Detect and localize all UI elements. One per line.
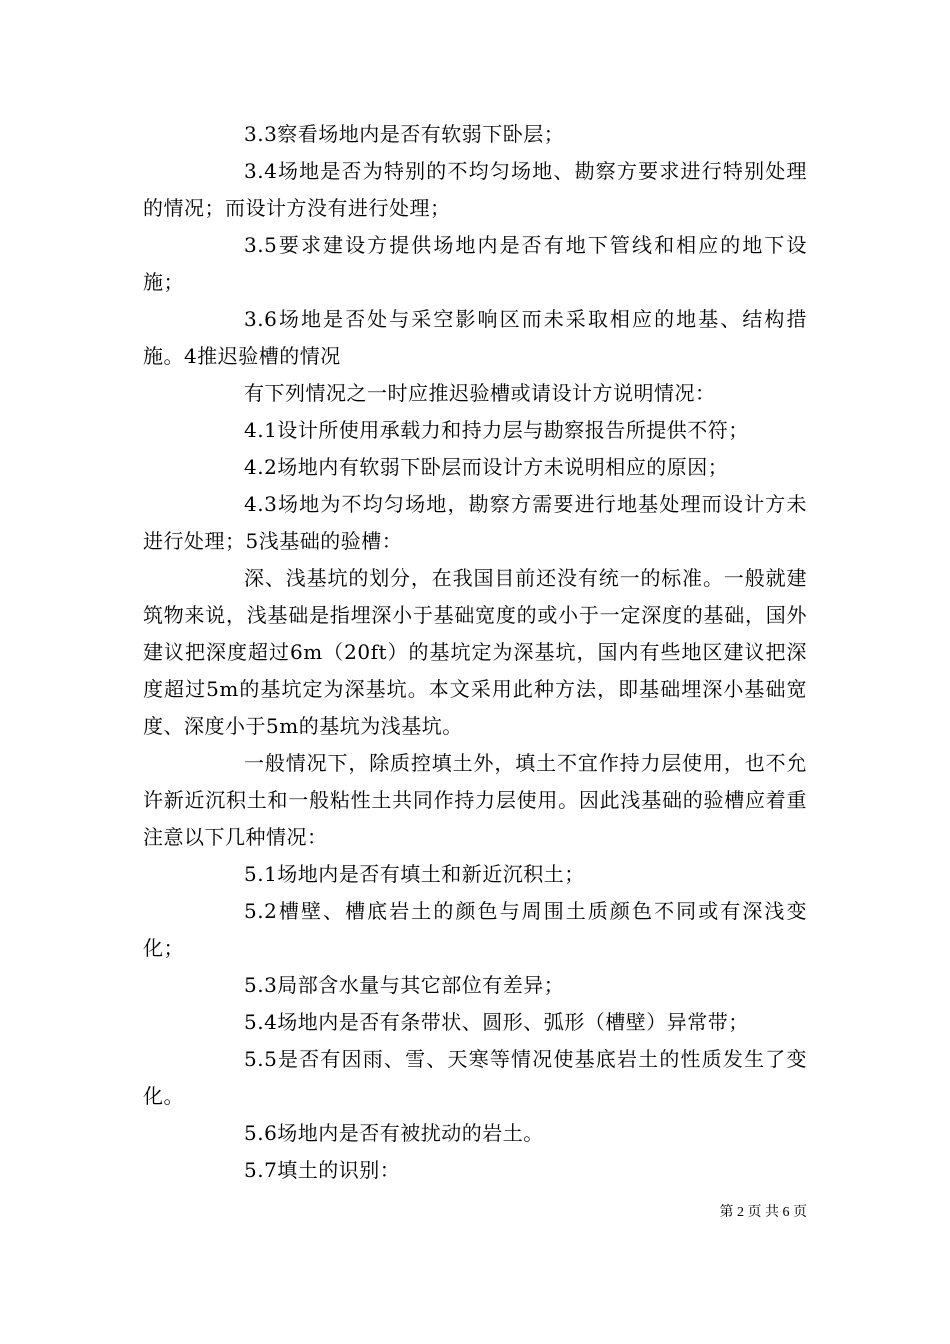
paragraph-4-1: 4.1设计所使用承载力和持力层与勘察报告所提供不符；	[244, 418, 749, 442]
paragraph-shallow-pit-definition: 深、浅基坑的划分，在我国目前还没有统一的标准。一般就建筑物来说，浅基础是指埋深小于基础宽度的或小于一定深度的基础，国外建议把深度超过6m（20ft）的基坑定为深基坑，国内有些地区建议把深度超过5m的基坑定为深基坑。本文采用此种方法，即基础埋深小基础宽度、深度小于5m的基坑为浅基坑。	[143, 566, 807, 738]
paragraph-5-3: 5.3局部含水量与其它部位有差异；	[244, 973, 565, 997]
paragraph-5-1: 5.1场地内是否有填土和新近沉积土；	[244, 862, 585, 886]
paragraph-general-conditions: 一般情况下，除质控填土外，填土不宜作持力层使用，也不允许新近沉积土和一般粘性土共同作持力层使用。因此浅基础的验槽应着重注意以下几种情况：	[143, 751, 807, 849]
paragraph-3-3: 3.3察看场地内是否有软弱下卧层；	[244, 122, 565, 146]
paragraph-5-5: 5.5是否有因雨、雪、天寒等情况使基底岩土的性质发生了变化。	[143, 1047, 807, 1108]
paragraph-3-6: 3.6场地是否处与采空影响区而未采取相应的地基、结构措施。4推迟验槽的情况	[143, 307, 807, 368]
paragraph-3-4: 3.4场地是否为特别的不均匀场地、勘察方要求进行特别处理的情况；而设计方没有进行处理；	[143, 159, 807, 220]
paragraph-5-6: 5.6场地内是否有被扰动的岩土。	[244, 1121, 544, 1145]
paragraph-5-4: 5.4场地内是否有条带状、圆形、弧形（槽壁）异常带；	[244, 1010, 749, 1034]
paragraph-delay-intro: 有下列情况之一时应推迟验槽或请设计方说明情况：	[244, 381, 716, 405]
paragraph-4-3: 4.3场地为不均匀场地，勘察方需要进行地基处理而设计方未进行处理；5浅基础的验槽：	[143, 492, 807, 553]
document-body	[143, 116, 807, 1189]
page-number-footer: 第 2 页 共 6 页	[719, 1205, 807, 1220]
paragraph-3-5: 3.5要求建设方提供场地内是否有地下管线和相应的地下设施；	[143, 233, 807, 294]
paragraph-5-7: 5.7填土的识别：	[244, 1158, 401, 1182]
paragraph-4-2: 4.2场地内有软弱下卧层而设计方未说明相应的原因；	[244, 455, 729, 479]
paragraph-5-2: 5.2槽壁、槽底岩土的颜色与周围土质颜色不同或有深浅变化；	[143, 899, 807, 960]
